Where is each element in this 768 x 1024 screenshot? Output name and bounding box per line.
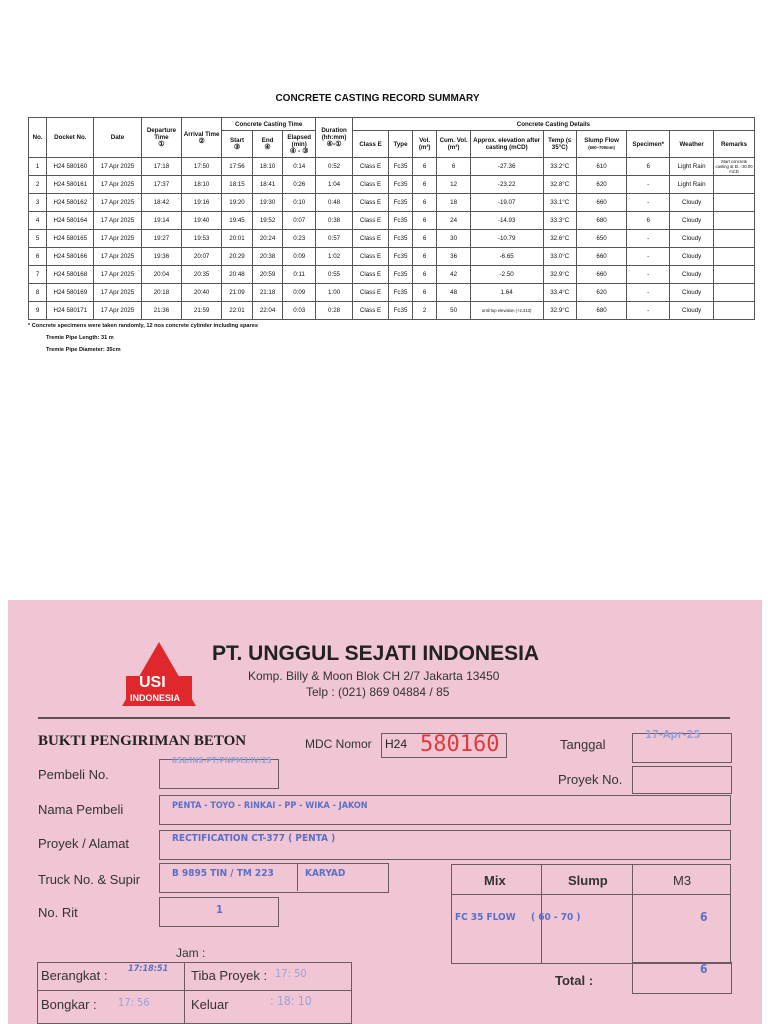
- cell-weather: Light Rain: [670, 158, 714, 176]
- cell-vol: 6: [412, 194, 437, 212]
- col-duration: Duration (hh:mm) ④-①: [316, 118, 352, 158]
- cell-cum: 6: [437, 158, 470, 176]
- table-row: [29, 212, 755, 230]
- cell-type: Fc35: [389, 266, 413, 284]
- cell-arr: 19:53: [182, 230, 222, 248]
- bongkar-value: 17: 56: [118, 996, 150, 1009]
- mix-value: FC 35 FLOW: [455, 912, 516, 923]
- cell-docket: H24 580165: [47, 230, 94, 248]
- cell-no: 9: [29, 302, 47, 320]
- tiba-value: 17: 50: [275, 967, 307, 980]
- m3-label: M3: [673, 873, 692, 888]
- cell-weather: Cloudy: [670, 230, 714, 248]
- cell-spec: -: [627, 194, 670, 212]
- cell-vol: 6: [412, 284, 437, 302]
- jam-label: Jam :: [176, 946, 206, 960]
- cell-slump: 620: [576, 284, 626, 302]
- cell-arr: 20:40: [182, 284, 222, 302]
- cell-date: 17 Apr 2025: [94, 176, 141, 194]
- col-remarks: Remarks: [714, 131, 755, 158]
- cell-temp: 33.0°C: [543, 248, 576, 266]
- cell-type: Fc35: [389, 158, 413, 176]
- tremie-length: Tremie Pipe Length: 31 m: [46, 335, 114, 341]
- col-arrival: Arrival Time ②: [182, 118, 222, 158]
- cell-date: 17 Apr 2025: [94, 194, 141, 212]
- cell-elev: -27.36: [470, 158, 543, 176]
- cell-remarks: [714, 176, 755, 194]
- total-box: [632, 962, 732, 994]
- col-cum-vol: Cum. Vol. (m³): [437, 131, 470, 158]
- cell-elev: -2.50: [470, 266, 543, 284]
- cell-end: 18:41: [253, 176, 283, 194]
- cell-cls: Class E: [352, 158, 388, 176]
- cell-cls: Class E: [352, 284, 388, 302]
- cell-elapsed: 0:26: [283, 176, 316, 194]
- cell-no: 7: [29, 266, 47, 284]
- cell-cum: 18: [437, 194, 470, 212]
- cell-date: 17 Apr 2025: [94, 248, 141, 266]
- cell-type: Fc35: [389, 284, 413, 302]
- cell-cum: 30: [437, 230, 470, 248]
- header-divider: [38, 717, 730, 719]
- cell-spec: -: [627, 284, 670, 302]
- cell-duration: 0:57: [316, 230, 352, 248]
- cell-start: 20:48: [221, 266, 252, 284]
- cell-no: 6: [29, 248, 47, 266]
- cell-temp: 33.4°C: [543, 284, 576, 302]
- rit-label: No. Rit: [38, 905, 78, 920]
- cell-vol: 6: [412, 266, 437, 284]
- cell-docket: H24 580160: [47, 158, 94, 176]
- cell-duration: 0:38: [316, 212, 352, 230]
- cell-no: 5: [29, 230, 47, 248]
- cell-slump: 660: [576, 194, 626, 212]
- cell-type: Fc35: [389, 176, 413, 194]
- keluar-value: : 18: 10: [270, 994, 312, 1008]
- cell-dep: 20:18: [141, 284, 182, 302]
- cell-vol: 6: [412, 158, 437, 176]
- table-row: [29, 266, 755, 284]
- col-docket: Docket No.: [47, 118, 94, 158]
- cell-elev: 1.64: [470, 284, 543, 302]
- cell-date: 17 Apr 2025: [94, 302, 141, 320]
- cell-elev: -23.22: [470, 176, 543, 194]
- casting-record-table: [28, 117, 755, 320]
- cell-slump: 610: [576, 158, 626, 176]
- logo-subtext: INDONESIA: [130, 693, 181, 703]
- cell-end: 20:24: [253, 230, 283, 248]
- tanggal-value: 17-Apr-25: [645, 728, 701, 741]
- cell-elev: -10.79: [470, 230, 543, 248]
- slump-label: Slump: [568, 873, 608, 888]
- cell-end: 18:10: [253, 158, 283, 176]
- keluar-label: Keluar: [191, 997, 229, 1012]
- cell-docket: H24 580161: [47, 176, 94, 194]
- cell-duration: 0:52: [316, 158, 352, 176]
- cell-vol: 6: [412, 230, 437, 248]
- cell-dep: 19:36: [141, 248, 182, 266]
- cell-weather: Cloudy: [670, 284, 714, 302]
- cell-end: 22:04: [253, 302, 283, 320]
- cell-arr: 18:10: [182, 176, 222, 194]
- mdc-prefix: H24: [385, 737, 408, 751]
- cell-type: Fc35: [389, 230, 413, 248]
- cell-remarks: [714, 284, 755, 302]
- cell-start: 19:45: [221, 212, 252, 230]
- cell-end: 21:18: [253, 284, 283, 302]
- cell-dep: 17:37: [141, 176, 182, 194]
- cell-elev: -6.65: [470, 248, 543, 266]
- tiba-label: Tiba Proyek :: [191, 968, 268, 983]
- cell-no: 1: [29, 158, 47, 176]
- rit-value: 1: [216, 903, 223, 916]
- cell-slump: 650: [576, 230, 626, 248]
- cell-weather: Cloudy: [670, 194, 714, 212]
- cell-temp: 32.6°C: [543, 230, 576, 248]
- delivery-slip-photo: [8, 600, 762, 1024]
- cell-start: 19:20: [221, 194, 252, 212]
- cell-temp: 32.9°C: [543, 302, 576, 320]
- cell-end: 20:59: [253, 266, 283, 284]
- cell-start: 20:29: [221, 248, 252, 266]
- total-label: Total :: [555, 973, 594, 988]
- cell-end: 20:38: [253, 248, 283, 266]
- cell-duration: 0:55: [316, 266, 352, 284]
- cell-end: 19:52: [253, 212, 283, 230]
- table-row: [29, 230, 755, 248]
- cell-no: 8: [29, 284, 47, 302]
- cell-elev: until top elevation (+2.313): [470, 302, 543, 320]
- cell-cls: Class E: [352, 194, 388, 212]
- slump-value: ( 60 - 70 ): [531, 912, 581, 923]
- cell-docket: H24 580166: [47, 248, 94, 266]
- page-title: CONCRETE CASTING RECORD SUMMARY: [275, 93, 480, 104]
- cell-docket: H24 580171: [47, 302, 94, 320]
- pembeli-no-label: Pembeli No.: [38, 767, 109, 782]
- company-name: PT. UNGGUL SEJATI INDONESIA: [212, 642, 540, 665]
- cell-dep: 17:18: [141, 158, 182, 176]
- cell-type: Fc35: [389, 194, 413, 212]
- cell-remarks: Start concrete casting at El. -30.00 mCD: [715, 159, 753, 174]
- berangkat-value: 17:18:51: [128, 964, 169, 974]
- doc-title: BUKTI PENGIRIMAN BETON: [38, 733, 247, 749]
- cell-duration: 1:02: [316, 248, 352, 266]
- cell-weather: Cloudy: [670, 302, 714, 320]
- cell-temp: 32.9°C: [543, 266, 576, 284]
- table-row: [29, 284, 755, 302]
- cell-elev: -14.93: [470, 212, 543, 230]
- pembeli-no-value: 058/INS-PT/PNPM3/IV/25: [172, 756, 272, 765]
- cell-arr: 17:50: [182, 158, 222, 176]
- cell-no: 3: [29, 194, 47, 212]
- cell-slump: 660: [576, 248, 626, 266]
- cell-weather: Cloudy: [670, 212, 714, 230]
- cell-spec: -: [627, 248, 670, 266]
- cell-arr: 21:59: [182, 302, 222, 320]
- cell-elapsed: 0:09: [283, 284, 316, 302]
- cell-spec: -: [627, 230, 670, 248]
- proyek-no-box: [632, 766, 732, 794]
- cell-cls: Class E: [352, 266, 388, 284]
- cell-dep: 18:42: [141, 194, 182, 212]
- cell-end: 19:30: [253, 194, 283, 212]
- proyek-alamat-label: Proyek / Alamat: [38, 836, 130, 851]
- cell-slump: 620: [576, 176, 626, 194]
- cell-slump: 680: [576, 212, 626, 230]
- col-date: Date: [94, 118, 141, 158]
- col-specimen: Specimen*: [627, 131, 670, 158]
- company-address: Komp. Billy & Moon Blok CH 2/7 Jakarta 13450: [248, 669, 500, 683]
- col-temp: Temp (≤ 35°C): [543, 131, 576, 158]
- cell-duration: 1:00: [316, 284, 352, 302]
- cell-cum: 36: [437, 248, 470, 266]
- mdc-label: MDC Nomor: [305, 737, 372, 751]
- cell-cum: 48: [437, 284, 470, 302]
- total-value: 6: [700, 962, 708, 976]
- berangkat-label: Berangkat :: [41, 968, 108, 983]
- cell-elev: -19.07: [470, 194, 543, 212]
- cell-elapsed: 0:10: [283, 194, 316, 212]
- cell-slump: 680: [576, 302, 626, 320]
- col-elapsed: Elapsed (min) ④ - ③: [283, 131, 316, 158]
- cell-cls: Class E: [352, 302, 388, 320]
- col-end: End ④: [253, 131, 283, 158]
- cell-spec: 6: [627, 158, 670, 176]
- col-class: Class E: [352, 131, 388, 158]
- cell-elapsed: 0:11: [283, 266, 316, 284]
- cell-cls: Class E: [352, 230, 388, 248]
- cell-elapsed: 0:14: [283, 158, 316, 176]
- cell-date: 17 Apr 2025: [94, 212, 141, 230]
- cell-docket: H24 580164: [47, 212, 94, 230]
- cell-dep: 20:04: [141, 266, 182, 284]
- cell-start: 17:56: [221, 158, 252, 176]
- mdc-number: 580160: [420, 732, 500, 757]
- cell-type: Fc35: [389, 248, 413, 266]
- cell-date: 17 Apr 2025: [94, 158, 141, 176]
- cell-date: 17 Apr 2025: [94, 230, 141, 248]
- cell-start: 21:09: [221, 284, 252, 302]
- table-row: [29, 302, 755, 320]
- cell-dep: 19:14: [141, 212, 182, 230]
- cell-remarks: [714, 248, 755, 266]
- cell-spec: -: [627, 302, 670, 320]
- nama-pembeli-value: PENTA - TOYO - RINKAI - PP - WIKA - JAKON: [172, 801, 368, 811]
- table-row: [29, 248, 755, 266]
- cell-remarks: [714, 194, 755, 212]
- cell-dep: 21:36: [141, 302, 182, 320]
- cell-arr: 19:16: [182, 194, 222, 212]
- cell-weather: Cloudy: [670, 248, 714, 266]
- cell-vol: 6: [412, 212, 437, 230]
- cell-date: 17 Apr 2025: [94, 284, 141, 302]
- cell-no: 4: [29, 212, 47, 230]
- cell-weather: Cloudy: [670, 266, 714, 284]
- mix-label: Mix: [484, 873, 506, 888]
- supir-value: KARYAD: [305, 868, 346, 879]
- cell-spec: -: [627, 266, 670, 284]
- proyek-alamat-value: RECTIFICATION CT-377 ( PENTA ): [172, 833, 336, 844]
- tremie-diameter: Tremie Pipe Diameter: 35cm: [46, 347, 121, 353]
- cell-no: 2: [29, 176, 47, 194]
- cell-temp: 32.8°C: [543, 176, 576, 194]
- tanggal-label: Tanggal: [560, 737, 606, 752]
- logo-text: USI: [139, 674, 166, 691]
- cell-slump: 660: [576, 266, 626, 284]
- col-elevation: Approx. elevation after casting (mCD): [470, 131, 543, 158]
- cell-cls: Class E: [352, 248, 388, 266]
- cell-temp: 33.1°C: [543, 194, 576, 212]
- cell-dep: 19:27: [141, 230, 182, 248]
- cell-vol: 6: [412, 176, 437, 194]
- col-weather: Weather: [670, 131, 714, 158]
- cell-start: 22:01: [221, 302, 252, 320]
- cell-arr: 19:40: [182, 212, 222, 230]
- col-group-casting-details: Concrete Casting Details: [352, 118, 754, 131]
- cell-duration: 1:04: [316, 176, 352, 194]
- cell-vol: 6: [412, 248, 437, 266]
- cell-duration: 0:28: [316, 302, 352, 320]
- m3-value: 6: [700, 910, 708, 924]
- cell-type: Fc35: [389, 212, 413, 230]
- cell-remarks: [714, 212, 755, 230]
- cell-duration: 0:48: [316, 194, 352, 212]
- cell-remarks: [714, 302, 755, 320]
- truck-value: B 9895 TIN / TM 223: [172, 868, 274, 879]
- cell-weather: Light Rain: [670, 176, 714, 194]
- cell-docket: H24 580169: [47, 284, 94, 302]
- cell-arr: 20:35: [182, 266, 222, 284]
- cell-cum: 12: [437, 176, 470, 194]
- cell-remarks: [714, 230, 755, 248]
- cell-elapsed: 0:23: [283, 230, 316, 248]
- proyek-no-label: Proyek No.: [558, 772, 623, 787]
- cell-docket: H24 580162: [47, 194, 94, 212]
- col-no: No.: [29, 118, 47, 158]
- col-start: Start ③: [221, 131, 252, 158]
- col-vol: Vol. (m³): [412, 131, 437, 158]
- cell-elapsed: 0:07: [283, 212, 316, 230]
- cell-cum: 24: [437, 212, 470, 230]
- table-row: [29, 158, 755, 176]
- cell-vol: 2: [412, 302, 437, 320]
- cell-spec: -: [627, 176, 670, 194]
- cell-elapsed: 0:03: [283, 302, 316, 320]
- col-departure: Departure Time ①: [141, 118, 182, 158]
- table-row: [29, 194, 755, 212]
- cell-docket: H24 580168: [47, 266, 94, 284]
- cell-type: Fc35: [389, 302, 413, 320]
- cell-temp: 33.2°C: [543, 158, 576, 176]
- cell-cls: Class E: [352, 176, 388, 194]
- cell-cls: Class E: [352, 212, 388, 230]
- specimen-footnote: * Concrete specimens were taken randomly, 12 nos concrete cylinder including spares: [28, 323, 258, 329]
- cell-remarks: [714, 266, 755, 284]
- bongkar-label: Bongkar :: [41, 997, 97, 1012]
- nama-pembeli-label: Nama Pembeli: [38, 802, 124, 817]
- cell-start: 18:15: [221, 176, 252, 194]
- cell-cum: 42: [437, 266, 470, 284]
- truck-label: Truck No. & Supir: [38, 872, 141, 887]
- cell-spec: 6: [627, 212, 670, 230]
- col-type: Type: [389, 131, 413, 158]
- cell-date: 17 Apr 2025: [94, 266, 141, 284]
- company-phone: Telp : (021) 869 04884 / 85: [306, 685, 450, 699]
- col-group-casting-time: Concrete Casting Time: [221, 118, 315, 131]
- col-slump: Slump Flow (600~700mm): [576, 131, 626, 158]
- cell-start: 20:01: [221, 230, 252, 248]
- table-row: [29, 176, 755, 194]
- cell-cum: 50: [437, 302, 470, 320]
- cell-arr: 20:07: [182, 248, 222, 266]
- cell-temp: 33.3°C: [543, 212, 576, 230]
- cell-elapsed: 0:09: [283, 248, 316, 266]
